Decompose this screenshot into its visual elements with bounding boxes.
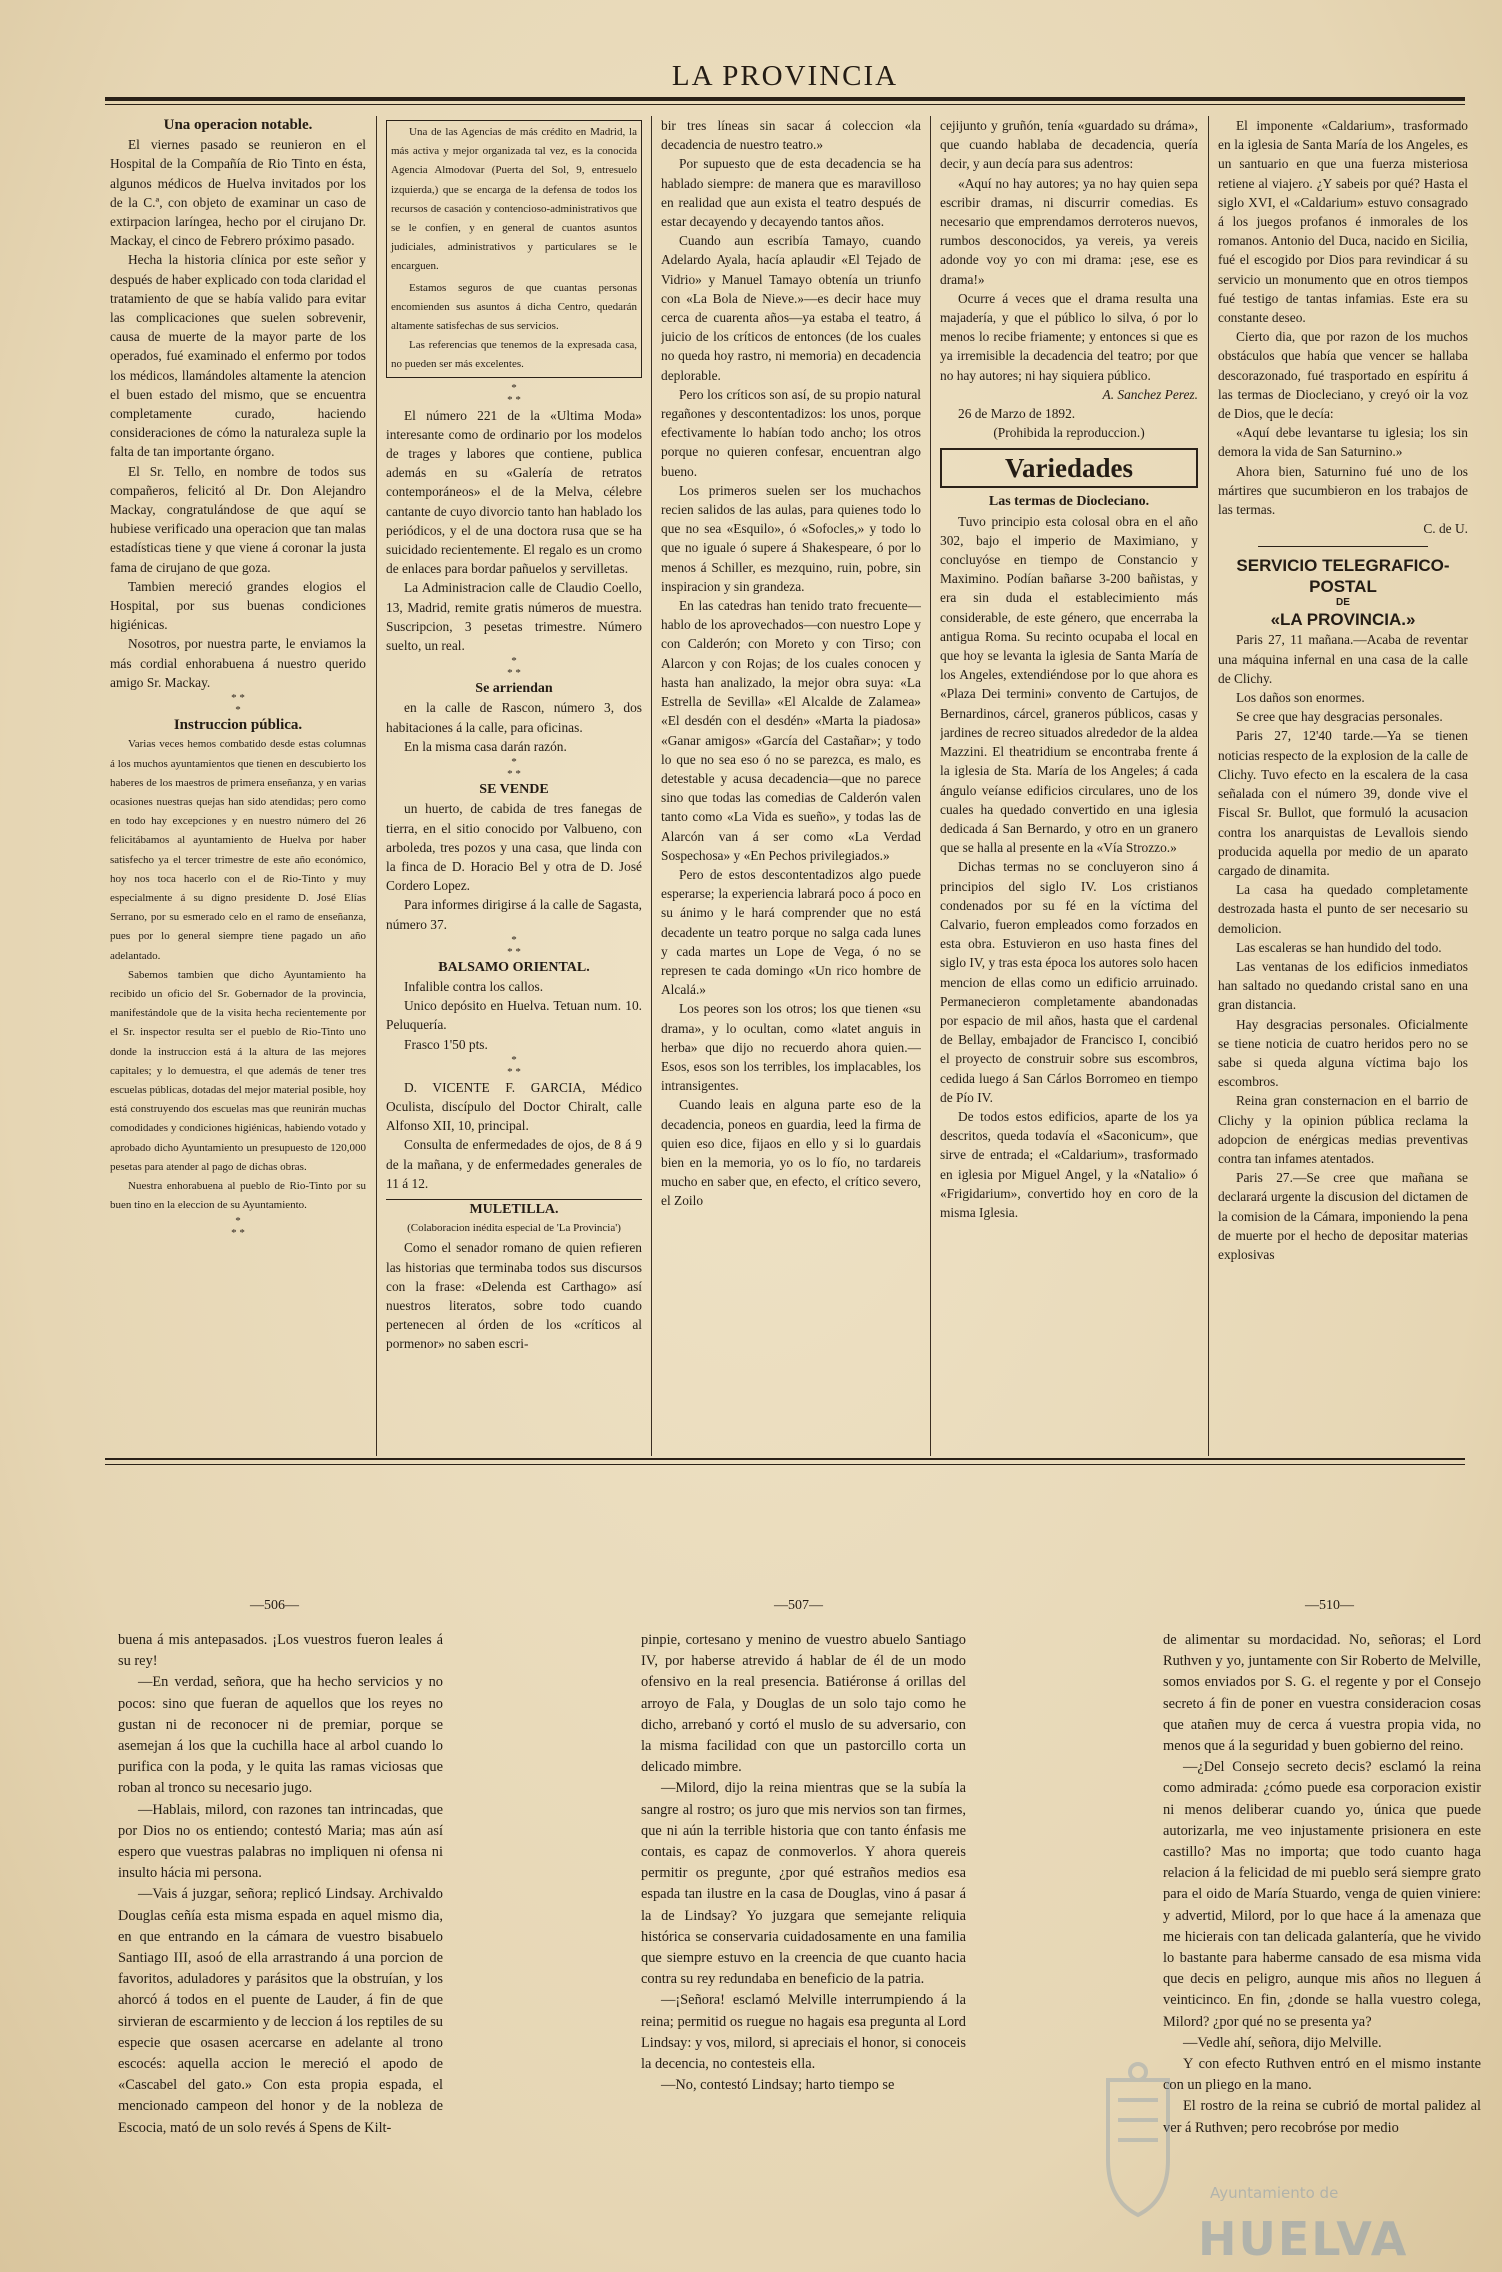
serial-paragraph: —Milord, dijo la reina mientras que se la subía la sangre al rostro; os juro que mis nervios son tan firmes, que ni aún la terrible historia que con tanto énfasis me contais, es capaz de conmoverlos. Y ahora quereis permitir os pregunte, ¿por qué estraños medios esa espada tan ilustre en la casa de Douglas, vino á pasar á la de Lindsay? Yo juzgara que semejante reliquia histórica se conservaria cuidadosamente en una familia que siempre estuvo en la creencia de que cuanto hacia contra su rey redundaba en beneficio de la patria. [641, 1780, 966, 1988]
article-paragraph: Hay desgracias personales. Oficialmente se tiene noticia de cuatro heridos pero no se sabe si queda alguna víctima bajo los escombros. [1218, 1016, 1468, 1090]
article-paragraph: Ocurre á veces que el drama resulta una majadería, y que el público lo silva, ó por lo menos lo recibe friamente; y entonces si que es ya irremisible la decadencia del teatro; por que no hay autores; ni hay siquiera público. [940, 290, 1198, 383]
folletin-rule-thin [105, 1464, 1465, 1465]
advert-heading: BALSAMO ORIENTAL. [438, 959, 590, 975]
author-signature: C. de U. [1423, 521, 1468, 537]
article-paragraph: Se cree que hay desgracias personales. [1236, 709, 1443, 725]
column-divider [651, 116, 652, 1456]
advert-text: Infalible contra los callos. [404, 978, 544, 994]
agency-advert-box [386, 120, 642, 378]
separator-stars: * * * [231, 692, 245, 717]
article-paragraph: Hecha la historia clínica por este señor y después de haber explicado con toda claridad el tratamiento de que se había valido para evitar las complicaciones que suelen sobrevenir, causa de muerte de la mayor parte de los operados, fué examinado el enfermo por todos los médicos, llamándoles altamente la atencion el buen estado del mismo, que se encuentra completamente curado, haciendo consideraciones de cómo la naturaleza suple la falta de tan importante órgano. [110, 252, 366, 460]
advert-text: En la misma casa darán razón. [404, 738, 567, 754]
serial-paragraph: —No, contestó Lindsay; harto tiempo se [661, 2077, 895, 2094]
telegraph-heading-paper: «LA PROVINCIA.» [1270, 610, 1416, 630]
column-divider [930, 116, 931, 1456]
separator-stars: * * * [507, 655, 521, 680]
separator-stars: * * * [231, 1215, 245, 1240]
article-paragraph: El imponente «Caldarium», trasformado en la iglesia de Santa María de los Angeles, es un santuario en que una fuerza misteriosa retiene al viajero. ¿Y sabeis por qué? Hasta el siglo XVI, el «Caldarium» estuvo consagrado á los juegos profanos é inmorales de los romanos. Antonio del Duca, nacido en Sicilia, fué el escogido por Dios para revindicar á su servicio un monumento que en otros tiempos fué testigo de tantas infamias. Este era su constante deseo. [1218, 118, 1468, 326]
article-paragraph: Las escaleras se han hundido del todo. [1236, 939, 1442, 955]
article-paragraph: Pero los críticos son así, de su propio natural regañones y descontentadizos: los unos, porque efectivamente lo habían todo ancho; los otros porque no quieren confesar, encuentran algo bueno. [661, 386, 921, 479]
serial-paragraph: pinpie, cortesano y menino de vuestro abuelo Santiago IV, por haberse atrevido á hablar de él de un modo ofensivo en la real presencia. Batiéronse á orillas del arroyo de Fala, y Douglas de un solo tajo como he dicho, arrebanó y cortó el muslo de su adversario, con la misma facilidad con que un pastorcillo corta un delicado mimbre. [641, 1632, 966, 1776]
advert-text: Para informes dirigirse á la calle de Sagasta, número 37. [386, 897, 642, 932]
serial-paragraph: de alimentar su mordacidad. No, señoras; el Lord Ruthven y yo, juntamente con Sir Roberto de Melville, somos enviados por S. G. el regente y por el Consejo secreto á fin de poner en vuestra consideracion cosas que atañen muy de cerca á vuestra propia vida, no menos que á la seguridad y buen gobierno del reino. [1163, 1632, 1481, 1755]
article-paragraph: Cuando aun escribía Tamayo, cuando Adelardo Ayala, hacía aplaudir «El Tejado de Vidrio» y Manuel Tamayo obtenía un triunfo con «La Bola de Nieve.»—es decir hace muy cerca de cuarenta años—ya estaba el teatro, á juicio de los críticos de entonces (de los cuales no queda hoy rastro, ni memoria) en decadencia deplorable. [661, 233, 921, 383]
article-heading: Instruccion pública. [173, 717, 303, 734]
separator-stars: * * * [507, 1053, 521, 1078]
article-paragraph: Como el senador romano de quien refieren las historias que terminaba todos sus discursos con la frase: «Delenda est Carthago» así nuestros literatos, sobre todo cuando pertenecen al órden de los «críticos al pormenor» no saben escri- [386, 1240, 642, 1352]
article-paragraph: Los primeros suelen ser los muchachos recien salidos de las aulas, para quienes todo lo que no sea «Esquilo», ó «Sofocles,» y todo lo que no iguale ó supere á Shakespeare, ó por lo menos á Schiller, es mezquino, ruin, pobre, sin inspiracion y sin grandeza. [661, 482, 921, 594]
column-4 [940, 116, 1198, 1446]
column-divider [1208, 116, 1209, 1456]
article-paragraph: La Administracion calle de Claudio Coello, 13, Madrid, remite gratis números de muestra. Suscripcion, 3 pesetas trimestre. Número suelto, un real. [386, 580, 642, 654]
watermark-title: HUELVA [1198, 2212, 1409, 2266]
serial-paragraph: —¿Del Consejo secreto decis? esclamó la reina como admirada: ¿cómo puede esa corporacion existir ni menos deliberar cuando yo, única que puede autorizarla, me veo injustamente prisionera en este castillo? Mas no importa; que todo cuanto haga relacion á la felicidad de mi pueblo será siempre grato para el oido de María Stuardo, venga de quien viniere: y advertid, Milord, por lo que hace á la amenaza que me hicierais con tan delicada galantería, que he vivido lo bastante para haberme cansado de esa misma vida que decis en peligro, aunque mis años no lleguen á veinticinco. En fin, ¿donde se halla vuestro colega, Milord? ¿por qué no se presenta ya? [1163, 1759, 1481, 2030]
article-subheading: (Colaboracion inédita especial de 'La Provincia') [407, 1222, 621, 1235]
advert-heading: SE VENDE [479, 782, 549, 798]
article-paragraph: Cuando leais en alguna parte eso de la decadencia, poneos en guardia, leed la firma de quien eso dice, fijaos en ello y si lo guardais bien en la memoria, yo os lo fío, no tardareis mucho en saber que, en efecto, el crítico severo, el Zoilo [661, 1097, 921, 1209]
separator-stars: * * * [507, 756, 521, 781]
folletin-rule-thick [105, 1458, 1465, 1460]
advert-text: un huerto, de cabida de tres fanegas de tierra, en el sitio conocido por Valbueno, con arboleda, tres pozos y una casa, que linda con la finca de D. Horacio Bel y otra de D. José Cordero Lopez. [386, 801, 642, 894]
reproduction-notice: (Prohibida la reproduccion.) [993, 425, 1145, 441]
section-title-box [940, 448, 1198, 488]
advert-text: Las referencias que tenemos de la expresada casa, no pueden ser más excelentes. [391, 339, 637, 371]
article-paragraph: Varias veces hemos combatido desde estas columnas á los muchos ayuntamientos que tienen en descubierto los haberes de los maestros de primera enseñanza, y en varias ocasiones nuestras quejas han sido atendidas; pero como en todo hay excepciones y en nuestro número del 26 felicitábamos al ayuntamiento de Huelva por haber satisfecho ya el tercer trimestre de este año económico, hoy nos toca hacerlo con el de Rio-Tinto y muy especialmente á su digno presidente D. José Elías Serrano, por su esmerado celo en el ramo de enseñanza, pues por lo general siempre tiene pagado un año adelantado. [110, 738, 366, 962]
header-rule-thick [105, 97, 1465, 101]
article-paragraph: Cierto dia, que por razon de los muchos obstáculos que había que vencer se hallaba descorazonado, fué trasportado en espíritu á las termas de Diocleciano, y creyó oir la voz de Dios, que le decía: [1218, 329, 1468, 422]
article-paragraph: Las ventanas de los edificios inmediatos han saltado no quedando cristal sano en una gran distancia. [1218, 958, 1468, 1013]
article-paragraph: Ahora bien, Saturnino fué uno de los mártires que sucumbieron en los trabajos de las termas. [1218, 463, 1468, 518]
article-paragraph: En las catedras han tenido trato frecuente—hablo de los aprovechados—con nuestro Lope y con Calderón; con Moreto y con Tirso; con Alarcon y con Rojas; de los cuales conocen y hasta han analizado, la mejor obra suya: «La Estrella de Sevilla» «El Alcalde de Zalamea» «El desdén con el desdén» «Marta la piadosa» «Ganar amigos» «García del Castañar»; y todo lo que no sea eso ó no se parezca, es malo, es detestable y acusa decadencia—que no parece sino que todas las comedias de Calderón valen tanto como «La Vida es sueño», y todas las de Alarcón van á ser como «La Verdad Sospechosa» y «En Pechos privilegiados.» [661, 598, 921, 863]
author-signature: A. Sanchez Perez. [1102, 386, 1198, 402]
article-paragraph: Nosotros, por nuestra parte, le enviamos la más cordial enhorabuena á nuestro querido amigo Sr. Mackay. [110, 636, 366, 690]
advert-text: Unico depósito en Huelva. Tetuan num. 10. Peluquería. [386, 998, 642, 1033]
page-number: —506— [250, 1598, 299, 1613]
article-paragraph: Paris 27.—Se cree que mañana se declarará urgente la discusion del dictamen de la comision de la Cámara, imponiendo la pena de muerte por el hecho de depositar materias explosivas [1218, 1170, 1468, 1262]
article-paragraph: «Aquí debe levantarse tu iglesia; los sin demora la vida de San Saturnino.» [1218, 425, 1468, 460]
page-number: —507— [774, 1598, 823, 1613]
article-paragraph: De todos estos edificios, aparte de los ya descritos, queda todavía el «Saconicum», que sirve de entrada; el «Caldarium», trasformado en iglesia por Miguel Angel, y la «Natalio» ó «Frigidarium», convertido hoy en coro de la misma Iglesia. [940, 1108, 1198, 1220]
article-paragraph: Pero de estos descontentadizos algo puede esperarse; la experiencia labrará poco á poco en su ánimo y le hará comprender que no está decadente un teatro porque no salga cada lunes y cada martes un Lope de Vega, ó no se represen te cada domingo «Un rico hombre de Alcalá.» [661, 866, 921, 998]
telegraph-heading: SERVICIO TELEGRAFICO-POSTAL [1236, 556, 1450, 597]
article-date: 26 de Marzo de 1892. [958, 406, 1076, 422]
article-paragraph: La casa ha quedado completamente destrozada hasta el punto de ser necesario su demolicion. [1218, 882, 1468, 936]
column-5 [1218, 116, 1468, 1446]
serial-paragraph: —Vedle ahí, señora, dijo Melville. [1183, 2034, 1382, 2051]
advert-text: Estamos seguros de que cuantas personas encomienden sus asuntos á dicha Centro, quedarán altamente satisfechas de sus servicios. [391, 281, 637, 333]
advert-text: en la calle de Rascon, número 3, dos habitaciones á la calle, para oficinas. [386, 700, 642, 735]
article-paragraph: Nuestra enhorabuena al pueblo de Rio-Tinto por su buen tino en la eleccion de su Ayuntamiento. [110, 1179, 366, 1212]
article-paragraph: Tambien mereció grandes elogios el Hospital, por sus buenas condiciones higiénicas. [110, 578, 366, 633]
advert-heading: Se arriendan [475, 681, 553, 697]
article-paragraph: bir tres líneas sin sacar á coleccion «la decadencia de nuestro teatro.» [661, 118, 921, 153]
article-paragraph: Tuvo principio esta colosal obra en el año 302, bajo el imperio de Maximiano, y concluyóse en tiempo de Constancio y Maximino. Podían bañarse 3-200 bañistas, y era sin duda el establecimiento más considerable, de este género, que encerraba la antigua Roma. Su recinto ocupaba el local en que hoy se levanta la iglesia de Santa María de los Angeles, extendiéndose por lo que ahora es «Plaza Dei termini» convento de Cartujos, de Bernardinos, cárcel, graneros públicos, casas y jardines de recreo situados alrededor de la aldea Mazzini. El theatridium se encontraba frente á la iglesia de Sta. María de los Angeles; á cada ángulo veíanse edificios circulares, uno de los cuales ha quedado convertido en una iglesia dedicada á San Bernardo, y otro en un granero que se halla al presente en la «Vía Strozzo.» [940, 513, 1198, 856]
serial-column-1 [118, 1630, 443, 2270]
column-divider [376, 116, 377, 1456]
column-3 [661, 116, 921, 1446]
separator-stars: * * * [507, 933, 521, 958]
article-paragraph: Los peores son los otros; los que tienen «su drama», y lo ocultan, como «latet anguis in herba» que dijo no recuerdo ahora quien.—Esos, esos son los terribles, los implacables, los intransigentes. [661, 1001, 921, 1094]
article-paragraph: Paris 27, 11 mañana.—Acaba de reventar una máquina infernal en una casa de la calle de Clichy. [1218, 632, 1468, 686]
article-heading: MULETILLA. [469, 1201, 559, 1217]
article-paragraph: cejijunto y gruñón, tenía «guardado su dráma», que cuando hablaba de decadencia, quería decir, y aun decía para sus adentros: [940, 118, 1198, 172]
article-paragraph: «Aquí no hay autores; ya no hay quien sepa escribir dramas, ni discurrir comedias. Es necesario que emprendamos derroteros nuevos, rumbos desconocidos, ya vereis, ya vereis adonde voy yo con mi drama: ¡ese, ese es drama!» [940, 175, 1198, 287]
serial-paragraph: —En verdad, señora, que ha hecho servicios y no pocos: sino que fueran de aquellos que los reyes no gustan ni de reconocer ni de premiar, porque se asemejan á los que la cuchilla hace al arbol cuando lo purifica con la poda, y le quita las ramas viciosas que roban al tronco su necesario jugo. [118, 1674, 443, 1797]
masthead-title: LA PROVINCIA [671, 60, 899, 92]
article-heading: Una operacion notable. [163, 117, 313, 133]
serial-paragraph: —Hablais, milord, con razones tan intrincadas, que por Dios no os entiendo; contestó Maria; mas aún así espero que vuestras palabras no impliquen ni ofensa ni insulto hácia mi persona. [118, 1801, 443, 1882]
serial-paragraph: El rostro de la reina se cubrió de mortal palidez al ver á Ruthven; pero recobróse por medio [1163, 2098, 1481, 2136]
column-2 [386, 116, 642, 1446]
serial-paragraph: —¡Señora! esclamó Melville interrumpiendo á la reina; permitid os ruegue no hagais esa pregunta al Lord Lindsay: y vos, milord, si apreciais el honor, si conoceis la decencia, no contesteis ella. [641, 1992, 966, 2073]
watermark-subtitle: Ayuntamiento de [1210, 2184, 1339, 2202]
article-paragraph: Los daños son enormes. [1236, 690, 1365, 706]
article-paragraph: El Sr. Tello, en nombre de todos sus compañeros, felicitó al Dr. Don Alejandro Mackay, congratulándose de que aquí se hubiese verificado una operacion que tan malas estadísticas tiene y que viene á coronar la justa fama de cirujano de que goza. [110, 463, 366, 575]
serial-paragraph: Y con efecto Ruthven entró en el mismo instante con un pliego en la mano. [1163, 2056, 1481, 2094]
serial-paragraph: buena á mis antepasados. ¡Los vuestros fueron leales á su rey! [118, 1632, 443, 1670]
article-paragraph: Sabemos tambien que dicho Ayuntamiento ha recibido un oficio del Sr. Gobernador de la provincia, manifestándole que de la visita hecha recientemente por el Sr. inspector resulta ser el pueblo de Rio-Tinto uno donde la instruccion está á la altura de las mejores capitales; y lo demuestra, el que además de tener tres escuelas públicas, dotadas del mejor material posible, hoy está construyendo dos escuelas mas que reunirán muchas comodidades y condiciones higiénicas, habiendo votado y aprobado dicho Ayuntamiento un presupuesto de 120,000 pesetas para atender al pago de dichas obras. [110, 968, 366, 1173]
advert-text: Consulta de enfermedades de ojos, de 8 á 9 de la mañana, y de enfermedades generales de 11 á 12. [386, 1137, 642, 1191]
serial-paragraph: —Vais á juzgar, señora; replicó Lindsay. Archivaldo Douglas ceñía esta misma espada en aquel mismo dia, en que entrando en la cámara de vuestro bisabuelo Santiago III, asoó de ella arrastrando á una porcion de favoritos, aduladores y parásitos que la obstruían, y los ahorcó á todos en el puente de Lauder, á fin de que sirvieran de escarmiento y de leccion á los reptiles de su especie que osasen acercarse en adelante al trono escocés: aquella accion le mereció el apodo de «Cascabel del gato.» Con esta propia espada, el mencionado campeon del honor y de la nobleza de Escocia, mató de un solo revés á Spens de Kilt- [118, 1886, 443, 2136]
section-title: Variedades [1004, 453, 1133, 484]
advert-text: Una de las Agencias de más crédito en Madrid, la más activa y mejor organizada tal vez, es la conocida Agencia Almodovar (Puerta del Sol, 9, entresuelo izquierda,) que se encarga de la defensa de todos los recursos de casación y contencioso-administrativos que se le confíen, y en general de cuantos asuntos judiciales, administrativos y particulares se le encarguen. [391, 126, 637, 273]
advert-text: Frasco 1'50 pts. [404, 1036, 488, 1052]
header-rule-thin [105, 104, 1465, 105]
article-paragraph: Dichas termas no se concluyeron sino á principios del siglo IV. Los cristianos condenados por su fé en la víctima del Calvario, fueron empleados como forzados en esta obra. Estuvieron en uso hasta fines del siglo IV, y tras esta época los autores solo hacen mencion de ellas como un edificio arruinado. Permanecieron completamente abandonadas por espacio de mil años, hasta que el cardenal de Bellay, embajador de Francisco I, concibió el proyecto de construir sobre sus escombros, cedida luego á San Cárlos Borromeo en tiempo de Pío IV. [940, 859, 1198, 1105]
telegraph-heading-de: DE [1336, 597, 1350, 609]
column-1 [110, 116, 366, 1446]
article-paragraph: El viernes pasado se reunieron en el Hospital de la Compañía de Rio Tinto en ésta, algunos médicos de Huelva invitados por los de la C.ª, con objeto de examinar un caso de extirpacion laríngea, hecho por el cirujano Dr. Mackay, el cinco de Febrero próximo pasado. [110, 137, 366, 249]
section-rule [1258, 546, 1428, 547]
article-paragraph: Reina gran consternacion en el barrio de Clichy y la opinion pública reclama la adopcion de enérgicas medias preventivas contra tan infames atentados. [1218, 1093, 1468, 1166]
article-paragraph: Por supuesto que de esta decadencia se ha hablado siempre: de manera que es maravilloso en realidad que aun exista el teatro después de estar decayendo y decayendo tantos años. [661, 156, 921, 230]
article-paragraph: Paris 27, 12'40 tarde.—Ya se tienen noticias respecto de la explosion de la calle de Clichy. Tuvo efecto en la escalera de la casa señalada con el número 39, donde vive el Fiscal Sr. Bullot, que formuló la acusacion contra los anarquistas de Levallois siendo producida aquella por medio de un aparato cargado de dinamita. [1218, 728, 1468, 878]
article-heading: Las termas de Diocleciano. [988, 494, 1150, 510]
serial-column-2 [641, 1630, 966, 2270]
separator-stars: * * * [507, 381, 521, 406]
advert-text: D. VICENTE F. GARCIA, Médico Oculista, discípulo del Doctor Chiralt, calle Alfonso XII, 10, principal. [386, 1079, 642, 1134]
article-paragraph: El número 221 de la «Ultima Moda» interesante como de ordinario por los modelos de trages y labores que contiene, publica además en su «Galería de retratos contemporáneos» el de la Melva, célebre cantante de cuyo divorcio tanto han hablado los periódicos, y el de una doctora rusa que se ha suicidado recientemente. El regalo es un cromo de enlaces para bordar pañuelos y servilletas. [386, 407, 642, 577]
page-number: —510— [1305, 1598, 1354, 1613]
